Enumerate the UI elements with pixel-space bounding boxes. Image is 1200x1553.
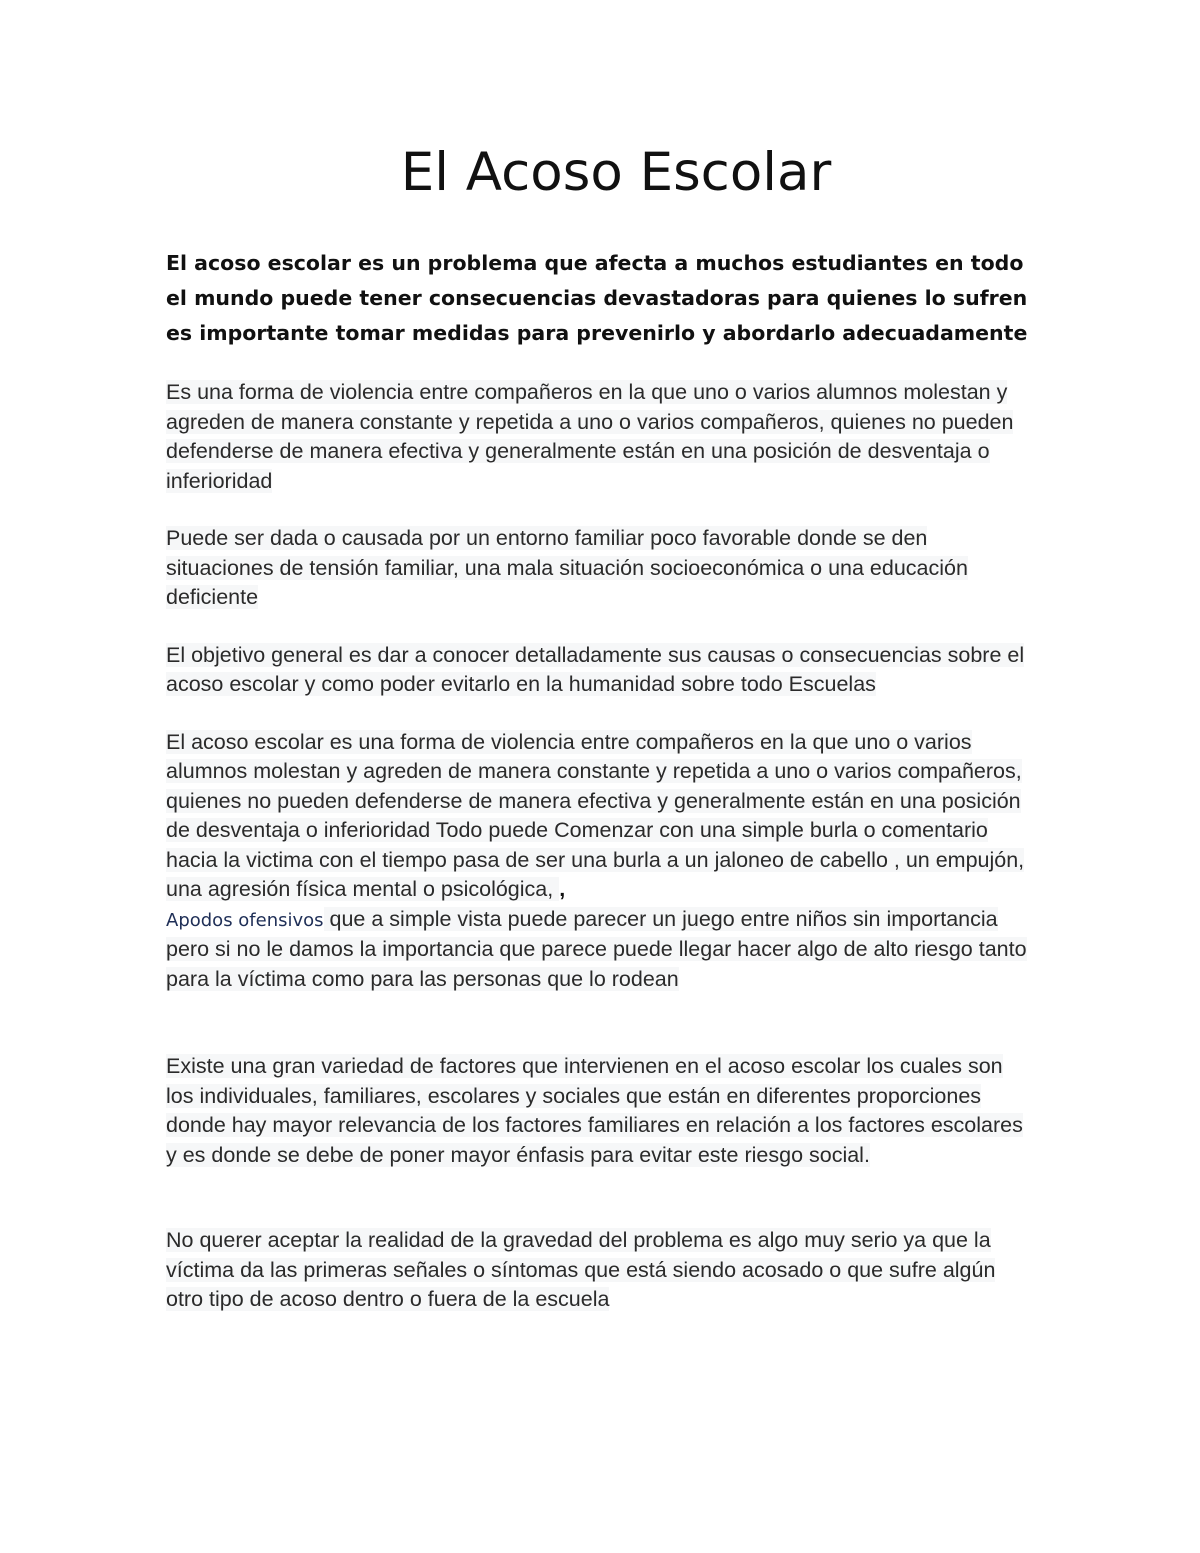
- paragraph-denial: [166, 1226, 1036, 1315]
- paragraph-description-comma: ,: [559, 877, 566, 901]
- paragraph-causes: [166, 524, 1036, 613]
- paragraph-factors-text: Existe una gran variedad de factores que intervienen en el acoso escolar los cuales son los individuales, familiares, escolares y sociales que están en diferentes proporciones donde hay mayor relevancia de los factores familiares en relación a los factores escolares y es donde se debe de poner mayor énfasis para evitar este riesgo social.: [166, 1054, 1023, 1167]
- paragraph-objective: [166, 641, 1036, 700]
- paragraph-denial-text: No querer aceptar la realidad de la gravedad del problema es algo muy serio ya que la víctima da las primeras señales o síntomas que está siendo acosado o que sufre algún otro tipo de acoso dentro o fuera de la escuela: [166, 1228, 996, 1311]
- paragraph-objective-text: El objetivo general es dar a conocer detalladamente sus causas o consecuencias sobre el acoso escolar y como poder evitarlo en la humanidad sobre todo Escuelas: [166, 642, 1025, 696]
- paragraph-causes-text: Puede ser dada o causada por un entorno familiar poco favorable donde se den situaciones de tensión familiar, una mala situación socioeconómica o una educación deficiente: [166, 526, 968, 609]
- paragraph-definition: [166, 378, 1036, 496]
- paragraph-description-text-2: que a simple vista puede parecer un juego entre niños sin importancia pero si no le damos la importancia que parece puede llegar hacer algo de alto riesgo tanto para la víctima como para las personas que lo rodean: [166, 906, 1027, 991]
- paragraph-description-emphasis: Apodos ofensivos: [166, 909, 324, 931]
- paragraph-description-text-1: El acoso escolar es una forma de violencia entre compañeros en la que uno o varios alumnos molestan y agreden de manera constante y repetida a uno o varios compañeros, quienes no pueden defenderse de manera efectiva y generalmente están en una posición de desventaja o inferioridad Todo puede Comenzar con una simple burla o comentario hacia la victima con el tiempo pasa de ser una burla a un jaloneo de cabello , un empujón, una agresión física mental o psicológica,: [166, 729, 1025, 901]
- intro-paragraph: El acoso escolar es un problema que afecta a muchos estudiantes en todo el mundo puede tener consecuencias devastadoras para quienes lo sufren es importante tomar medidas para prevenirlo y abordarlo adecuadamente: [166, 251, 1028, 345]
- document-body: [166, 246, 1036, 1343]
- paragraph-definition-text: Es una forma de violencia entre compañeros en la que uno o varios alumnos molestan y agreden de manera constante y repetida a uno o varios compañeros, quienes no pueden defenderse de manera efectiva y generalmente están en una posición de desventaja o inferioridad: [166, 380, 1014, 493]
- paragraph-description: [166, 728, 1036, 995]
- document-title: El Acoso Escolar: [400, 142, 832, 203]
- paragraph-factors: [166, 1052, 1036, 1170]
